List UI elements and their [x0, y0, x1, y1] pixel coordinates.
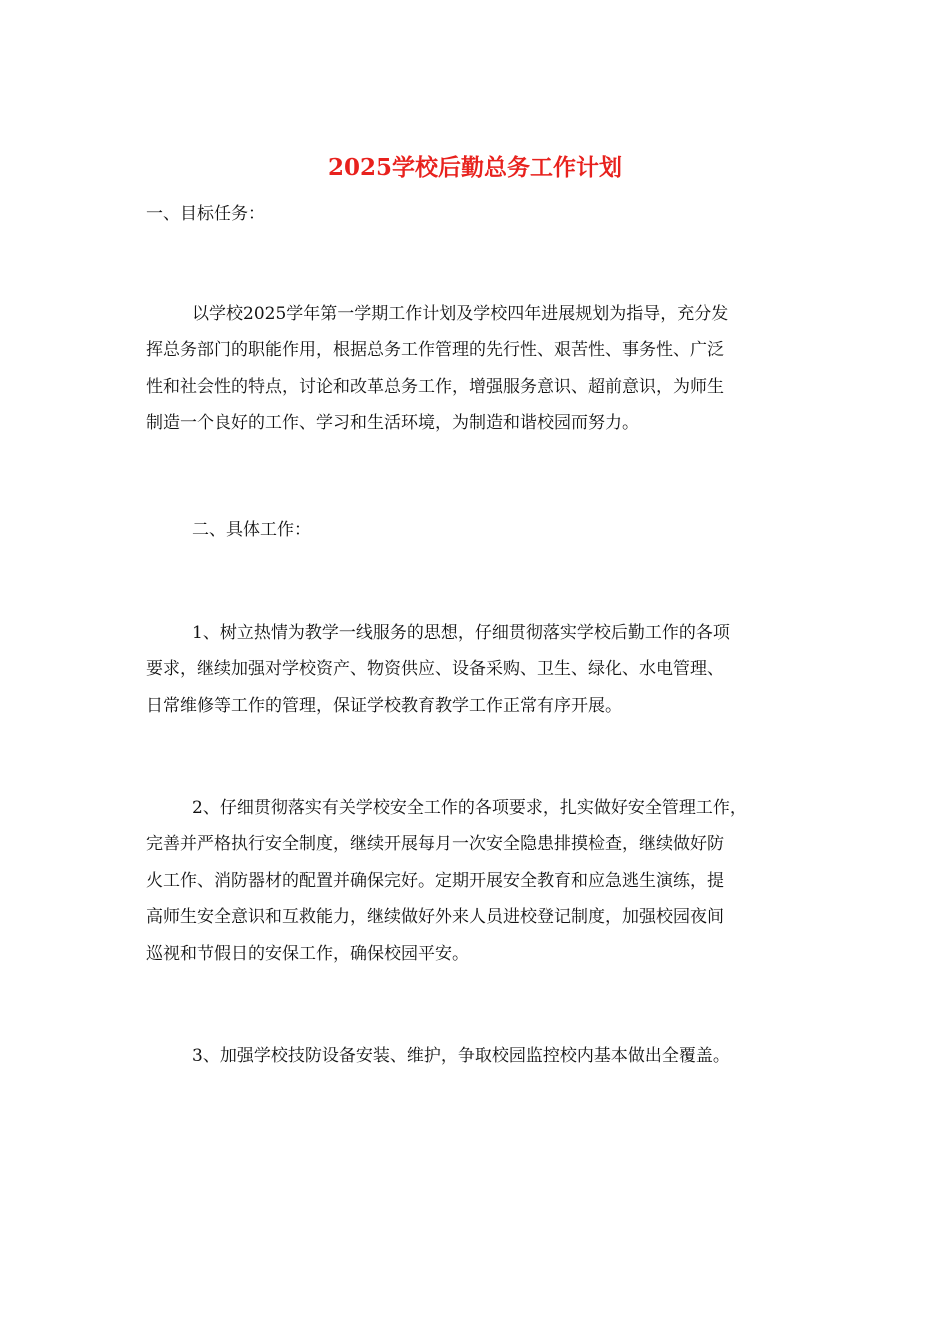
paragraph-line: 巡视和节假日的安保工作，确保校园平安。: [146, 943, 469, 964]
paragraph-line: 3、加强学校技防设备安装、维护，争取校园监控校内基本做出全覆盖。: [192, 1046, 730, 1066]
paragraph-line: 2、仔细贯彻落实有关学校安全工作的各项要求，扎实做好安全管理工作，: [192, 798, 747, 818]
paragraph-line: 以学校2025学年第一学期工作计划及学校四年进展规划为指导，充分发: [192, 304, 729, 324]
paragraph-line: 1、树立热情为教学一线服务的思想，仔细贯彻落实学校后勤工作的各项: [192, 623, 730, 643]
paragraph-line: 完善并严格执行安全制度，继续开展每月一次安全隐患排摸检查，继续做好防: [146, 834, 724, 855]
document-title: 2025学校后勤总务工作计划: [327, 154, 622, 181]
paragraph-line: 高师生安全意识和互救能力，继续做好外来人员进校登记制度，加强校园夜间: [146, 907, 724, 928]
paragraph-goals: [146, 296, 808, 442]
paragraph-line: 性和社会性的特点，讨论和改革总务工作，增强服务意识、超前意识，为师生: [146, 376, 724, 397]
section-heading-text: 二、具体工作：: [192, 520, 311, 540]
list-item-2: [146, 790, 808, 972]
paragraph-line: 火工作、消防器材的配置并确保完好。定期开展安全教育和应急逃生演练，提: [146, 870, 724, 891]
section-heading-text: 一、目标任务：: [146, 204, 265, 224]
section-heading-goals: [146, 196, 808, 232]
paragraph-line: 制造一个良好的工作、学习和生活环境，为制造和谐校园而努力。: [146, 413, 639, 434]
list-item-1: [146, 615, 808, 724]
section-heading-work: [146, 512, 808, 548]
paragraph-line: 挥总务部门的职能作用，根据总务工作管理的先行性、艰苦性、事务性、广泛: [146, 340, 724, 361]
paragraph-line: 日常维修等工作的管理，保证学校教育教学工作正常有序开展。: [146, 695, 622, 716]
paragraph-line: 要求，继续加强对学校资产、物资供应、设备采购、卫生、绿化、水电管理、: [146, 659, 724, 680]
list-item-3: [146, 1038, 808, 1074]
